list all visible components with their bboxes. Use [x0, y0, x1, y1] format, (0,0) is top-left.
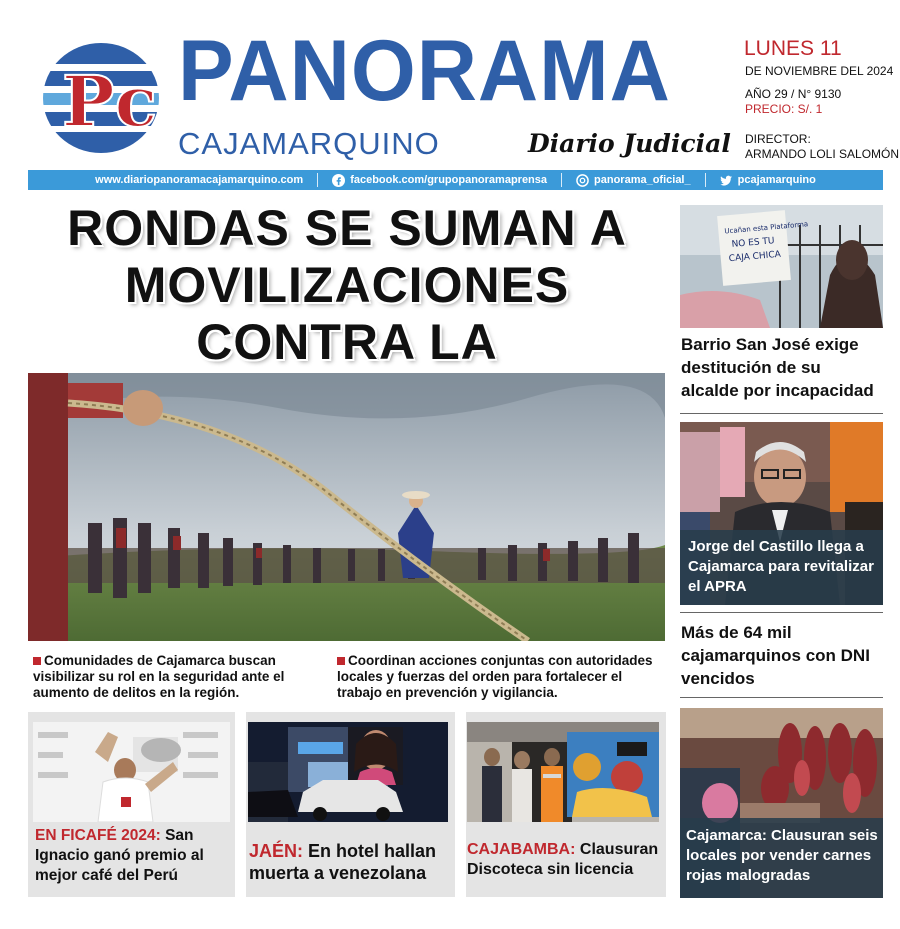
- side-story-4-headline[interactable]: Cajamarca: Clausuran seis locales por vender carnes rojas malogradas: [686, 827, 878, 884]
- bottom-story-2-photo[interactable]: [248, 722, 448, 822]
- divider: [680, 612, 883, 613]
- divider: [680, 413, 883, 414]
- side-story-1-photo[interactable]: [680, 205, 883, 328]
- story-text: En hotel hallan muerta a venezolana: [249, 841, 437, 883]
- logo-lettering: Pc: [62, 60, 158, 143]
- director-name: ARMANDO LOLI SALOMÓN: [745, 147, 900, 161]
- bullet-text: Coordinan acciones conjuntas con autoridades locales y fuerzas del orden para fortalecer el trabajo en prevención y vigilancia.: [337, 653, 653, 700]
- story-kicker: JAÉN:: [249, 841, 304, 861]
- headline-line: RONDAS SE SUMAN A: [67, 200, 627, 256]
- side-story-3-headline[interactable]: Más de 64 mil cajamarquinos con DNI vencidos: [681, 623, 870, 688]
- newspaper-logo: [42, 42, 160, 154]
- facebook-label: facebook.com/grupopanoramaprensa: [350, 174, 548, 186]
- story-text: Clausuran Discoteca sin licencia: [467, 841, 659, 878]
- instagram-link[interactable]: [576, 174, 691, 187]
- protest-sign-text: Ucañan esta Plataforma: [724, 220, 809, 236]
- social-bar: [28, 170, 883, 190]
- twitter-link[interactable]: [720, 174, 816, 187]
- headline-line: MOVILIZACIONES CONTRA LA: [124, 257, 570, 370]
- protest-sign-text: CAJA CHICA: [728, 249, 782, 265]
- facebook-link[interactable]: [332, 174, 547, 187]
- instagram-icon: [576, 174, 589, 187]
- divider: [680, 697, 883, 698]
- story-kicker: CAJABAMBA:: [467, 841, 576, 858]
- main-bullet-2: [337, 653, 667, 701]
- issue-date: DE NOVIEMBRE DEL 2024: [745, 64, 894, 78]
- newspaper-tagline: Diario Judicial: [528, 129, 731, 158]
- newspaper-subtitle: CAJAMARQUINO: [178, 126, 440, 161]
- bottom-story-1-photo[interactable]: [33, 722, 230, 822]
- issue-price: PRECIO: S/. 1: [745, 102, 823, 116]
- bottom-story-3-headline[interactable]: [467, 840, 665, 880]
- divider: [317, 173, 318, 187]
- divider: [705, 173, 706, 187]
- main-story-photo[interactable]: [28, 373, 665, 641]
- instagram-label: panorama_oficial_: [594, 174, 691, 186]
- bottom-story-1-headline[interactable]: [35, 826, 230, 886]
- website-label: www.diariopanoramacajamarquino.com: [95, 174, 304, 186]
- divider: [561, 173, 562, 187]
- bottom-story-2-headline[interactable]: [249, 840, 454, 884]
- website-link[interactable]: [95, 174, 303, 186]
- twitter-icon: [720, 174, 733, 187]
- director-label: DIRECTOR:: [745, 132, 811, 146]
- side-story-2-headline[interactable]: Jorge del Castillo llega a Cajamarca para revitalizar el APRA: [688, 538, 874, 595]
- facebook-icon: [332, 174, 345, 187]
- story-kicker: EN FICAFÉ 2024:: [35, 827, 161, 844]
- bullet-marker: [337, 657, 345, 665]
- twitter-label: pcajamarquino: [737, 174, 816, 186]
- bullet-marker: [33, 657, 41, 665]
- issue-number: AÑO 29 / N° 9130: [745, 87, 842, 101]
- bullet-text: Comunidades de Cajamarca buscan visibilizar su rol en la seguridad ante el aumento de delitos en la región.: [33, 653, 285, 700]
- newspaper-title: PANORAMA: [178, 23, 671, 119]
- protest-sign-text: NO ES TU: [731, 236, 775, 250]
- issue-day: LUNES 11: [744, 37, 842, 60]
- side-story-1-headline[interactable]: Barrio San José exige destitución de su alcalde por incapacidad: [681, 335, 874, 400]
- bottom-story-3-photo[interactable]: [467, 722, 659, 822]
- main-bullet-1: [33, 653, 323, 701]
- story-text: San Ignacio ganó premio al mejor café del Perú: [35, 827, 204, 884]
